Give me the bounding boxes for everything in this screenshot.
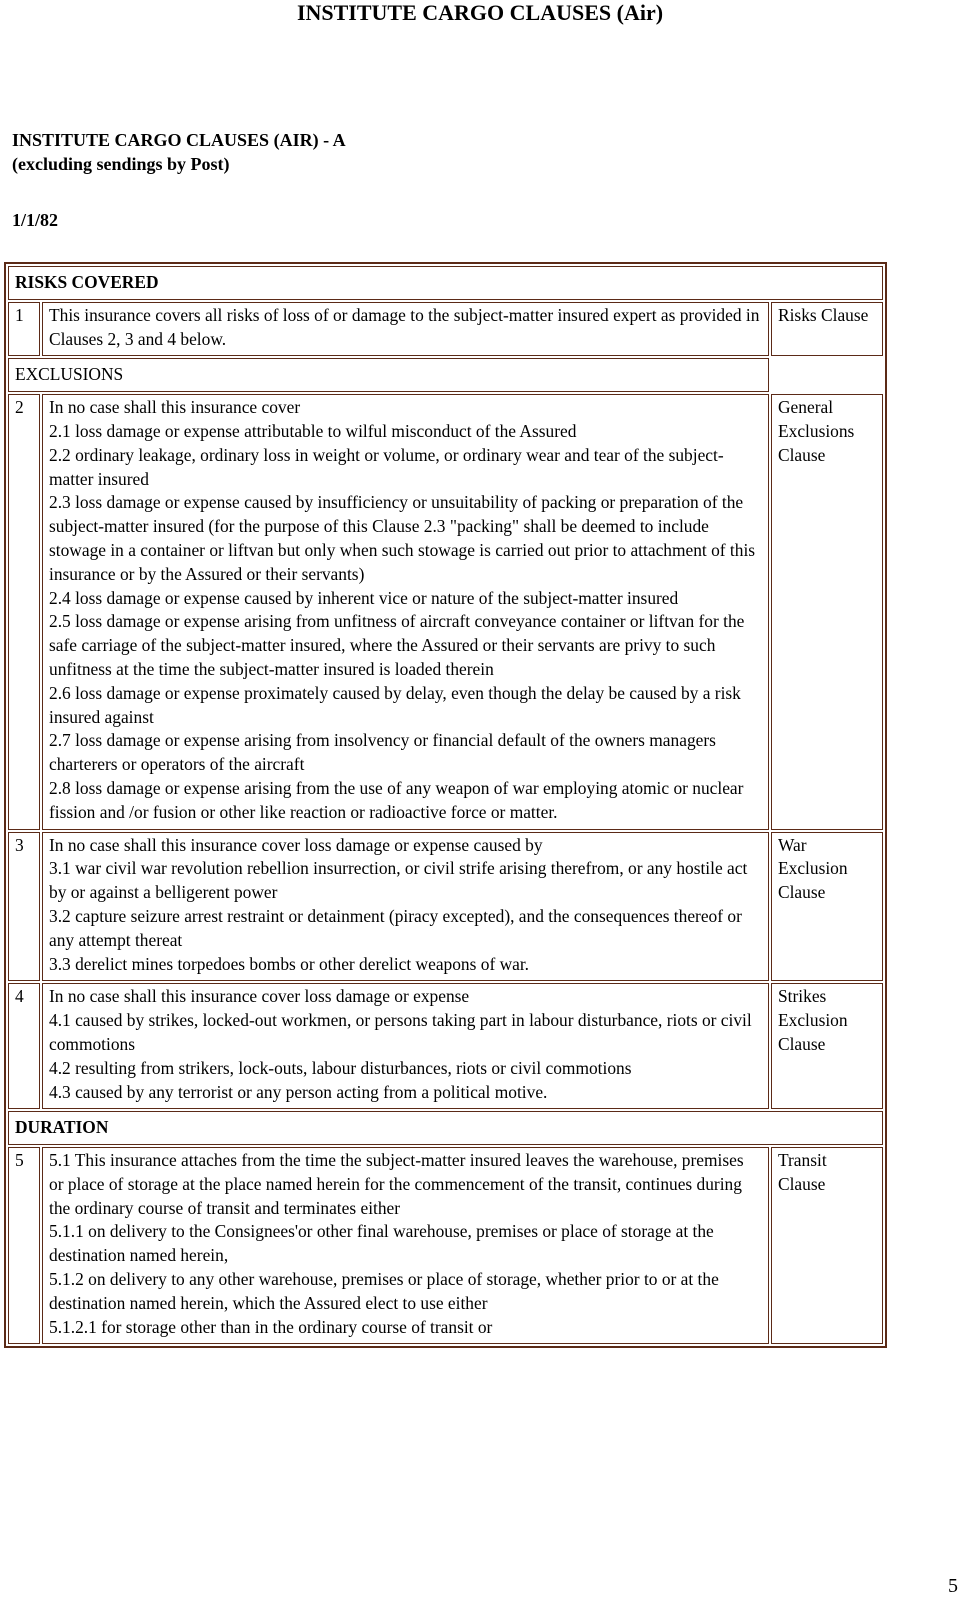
clause-line: 4.3 caused by any terrorist or any person acting from a political motive.	[49, 1081, 548, 1102]
clause-line: 5.1.2 on delivery to any other warehouse, premises or place of storage, whether prior to or at the destination named herein, which the Assured elect to use either	[49, 1269, 719, 1313]
clause-side-title: Risks Clause	[771, 302, 883, 357]
section-heading-risks-covered: RISKS COVERED	[8, 266, 883, 300]
subtitle-line-2: (excluding sendings by Post)	[12, 154, 230, 174]
clause-side-title: Transit Clause	[771, 1147, 883, 1344]
document-title: INSTITUTE CARGO CLAUSES (Air)	[296, 0, 664, 25]
clause-line: 3.2 capture seizure arrest restraint or detainment (piracy excepted), and the consequences thereof or any attempt thereat	[49, 905, 742, 950]
clauses-table	[4, 262, 887, 1348]
clause-row-2	[8, 394, 883, 829]
clause-row-3	[8, 832, 883, 982]
clause-line: 2.6 loss damage or expense proximately caused by delay, even though the delay be caused by a risk insured against	[49, 682, 741, 727]
clauses-date: 1/1/82	[12, 210, 59, 230]
clause-number: 4	[8, 983, 40, 1109]
section-heading-duration: DURATION	[8, 1111, 883, 1145]
clause-line: 5.1 This insurance attaches from the time the subject-matter insured leaves the warehouse, premises or place of storage at the place named herein for the commencement of the transit, continues during the ordinary course of transit and terminates either	[49, 1150, 744, 1218]
clause-line: 3.3 derelict mines torpedoes bombs or other derelict weapons of war.	[49, 953, 530, 974]
clause-number: 5	[8, 1147, 40, 1344]
clause-text	[42, 1147, 769, 1344]
clause-line: In no case shall this insurance cover loss damage or expense	[49, 986, 470, 1007]
clause-line: 3.1 war civil war revolution rebellion insurrection, or civil strife arising therefrom, or any hostile act by or against a belligerent power	[49, 858, 748, 903]
clause-line: 2.4 loss damage or expense caused by inherent vice or nature of the subject-matter insured	[49, 587, 679, 608]
clause-text	[42, 394, 769, 829]
clause-row-1	[8, 302, 883, 357]
clause-line: 5.1.2.1 for storage other than in the ordinary course of transit or	[49, 1316, 493, 1337]
clause-number: 1	[8, 302, 40, 357]
clause-row-4	[8, 983, 883, 1109]
clause-line: 5.1.1 on delivery to the Consignees'or other final warehouse, premises or place of storage at the destination named herein,	[49, 1221, 714, 1266]
clause-number: 3	[8, 832, 40, 982]
subtitle-line-1: INSTITUTE CARGO CLAUSES (AIR) - A	[12, 130, 346, 150]
section-heading-exclusions: EXCLUSIONS	[8, 358, 769, 392]
clause-side-title: War Exclusion Clause	[771, 832, 883, 982]
page-number: 5	[948, 1575, 958, 1597]
clause-line: In no case shall this insurance cover loss damage or expense caused by	[49, 834, 543, 855]
clause-line: 2.2 ordinary leakage, ordinary loss in weight or volume, or ordinary wear and tear of the subject-matter insured	[49, 444, 724, 489]
clause-line: 2.7 loss damage or expense arising from insolvency or financial default of the owners managers charterers or operators of the aircraft	[49, 730, 716, 775]
clause-side-title: General Exclusions Clause	[771, 394, 883, 829]
clause-text	[42, 832, 769, 982]
clause-line: 2.1 loss damage or expense attributable to wilful misconduct of the Assured	[49, 420, 577, 441]
clause-row-5	[8, 1147, 883, 1344]
clauses-subtitle	[12, 128, 346, 176]
clause-text: This insurance covers all risks of loss of or damage to the subject-matter insured expert as provided in Clauses 2, 3 and 4 below.	[42, 302, 769, 357]
clause-line: 2.5 loss damage or expense arising from unfitness of aircraft conveyance container or liftvan for the safe carriage of the subject-matter insured, where the Assured or their servants are privy to such unfitness at the time the subject-matter insured is loaded therein	[49, 611, 745, 679]
clause-line: 4.1 caused by strikes, locked-out workmen, or persons taking part in labour disturbance, riots or civil commotions	[49, 1010, 752, 1054]
clause-number: 2	[8, 394, 40, 829]
empty-cell	[771, 358, 883, 392]
clause-side-title: Strikes Exclusion Clause	[771, 983, 883, 1109]
clause-line: 2.8 loss damage or expense arising from the use of any weapon of war employing atomic or nuclear fission and /or fusion or other like reaction or radioactive force or matter.	[49, 777, 744, 822]
clause-text	[42, 983, 769, 1109]
section-exclusions-row	[8, 358, 883, 392]
clause-line: In no case shall this insurance cover	[49, 397, 301, 418]
clause-line: 2.3 loss damage or expense caused by insufficiency or unsuitability of packing or preparation of the subject-matter insured (for the purpose of this Clause 2.3 "packing" shall be deemed to include stowage in a container or liftvan but only when such stowage is carried out prior to attachment of this insurance or by the Assured or their servants)	[49, 492, 756, 584]
section-risks-covered-row	[8, 266, 883, 300]
clause-line: 4.2 resulting from strikers, lock-outs, labour disturbances, riots or civil commotions	[49, 1057, 632, 1078]
section-duration-row	[8, 1111, 883, 1145]
